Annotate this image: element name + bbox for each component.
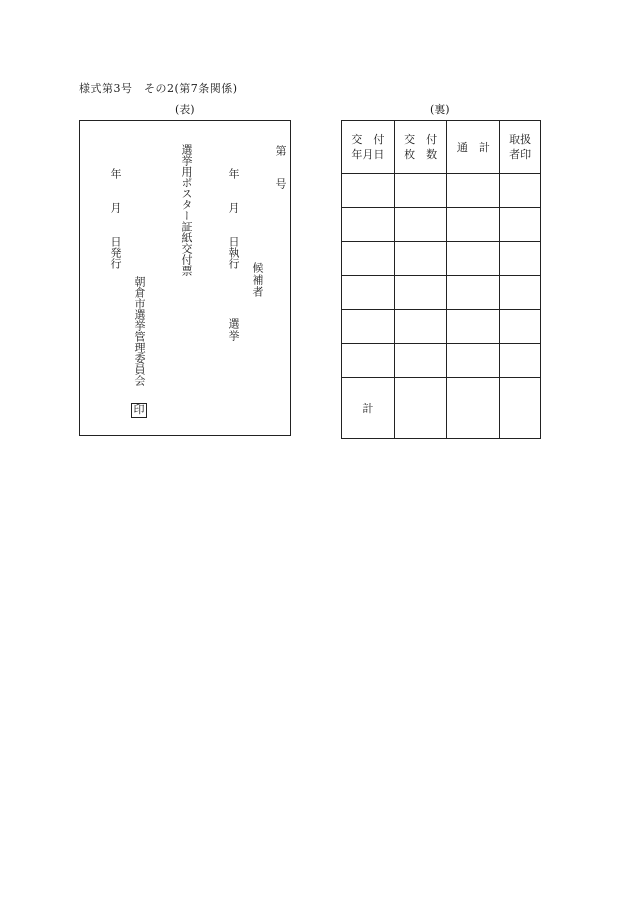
table-cell[interactable]: [500, 242, 541, 276]
issue-day-text: 日発行: [109, 236, 122, 269]
table-cell[interactable]: [500, 174, 541, 208]
table-cell[interactable]: [342, 276, 395, 310]
table-row: [342, 174, 541, 208]
table-cell[interactable]: [342, 344, 395, 378]
table-cell[interactable]: [447, 174, 500, 208]
table-cell[interactable]: [394, 344, 447, 378]
form-title: 様式第3号 その2(第7条関係): [79, 82, 238, 95]
table-row: [342, 310, 541, 344]
election-label: 選挙: [227, 318, 240, 342]
table-cell[interactable]: [447, 208, 500, 242]
table-cell[interactable]: [342, 208, 395, 242]
execution-month: 月: [227, 202, 240, 213]
table-cell[interactable]: [447, 344, 500, 378]
table-cell[interactable]: [394, 242, 447, 276]
table-total-row: [342, 378, 541, 439]
table-row: [342, 344, 541, 378]
col-header-issue-date: 交 付 年月日: [342, 121, 395, 174]
total-cell[interactable]: [394, 378, 447, 439]
table-row: [342, 208, 541, 242]
table-cell[interactable]: [394, 310, 447, 344]
col-header-handler-seal: 取扱 者印: [500, 121, 541, 174]
table-cell[interactable]: [500, 276, 541, 310]
back-side-label: (裏): [430, 103, 450, 116]
number-dai: 第: [274, 145, 287, 156]
table-cell[interactable]: [394, 276, 447, 310]
card-title: 選挙用ポスター証紙交付票: [180, 144, 193, 276]
seal-mark: 印: [131, 403, 147, 418]
execution-year: 年: [227, 168, 240, 179]
total-label: 計: [342, 378, 395, 439]
table-cell[interactable]: [342, 174, 395, 208]
candidate-label: 候補者: [251, 262, 264, 298]
issue-date: [110, 168, 121, 269]
number-go: 号: [274, 178, 287, 189]
table-header-row: [342, 121, 541, 174]
table-cell[interactable]: [447, 276, 500, 310]
execution-date: [228, 168, 239, 278]
issuer-name: 朝倉市選挙管理委員会: [133, 276, 146, 386]
table-row: [342, 276, 541, 310]
table-row: [342, 242, 541, 276]
execution-day-text: 日執行: [227, 236, 240, 269]
table-cell[interactable]: [342, 242, 395, 276]
col-header-issue-count: 交 付 枚 数: [394, 121, 447, 174]
total-cell[interactable]: [447, 378, 500, 439]
back-record-table: [341, 120, 541, 439]
front-card: [79, 120, 291, 436]
issue-month: 月: [109, 202, 122, 213]
table-cell[interactable]: [500, 208, 541, 242]
total-cell[interactable]: [500, 378, 541, 439]
table-cell[interactable]: [447, 242, 500, 276]
table-cell[interactable]: [394, 174, 447, 208]
table-cell[interactable]: [447, 310, 500, 344]
table-cell[interactable]: [500, 310, 541, 344]
front-side-label: (表): [175, 103, 195, 116]
table-cell[interactable]: [394, 208, 447, 242]
table-cell[interactable]: [500, 344, 541, 378]
col-header-running-total: 通 計: [447, 121, 500, 174]
issue-year: 年: [109, 168, 122, 179]
table-cell[interactable]: [342, 310, 395, 344]
